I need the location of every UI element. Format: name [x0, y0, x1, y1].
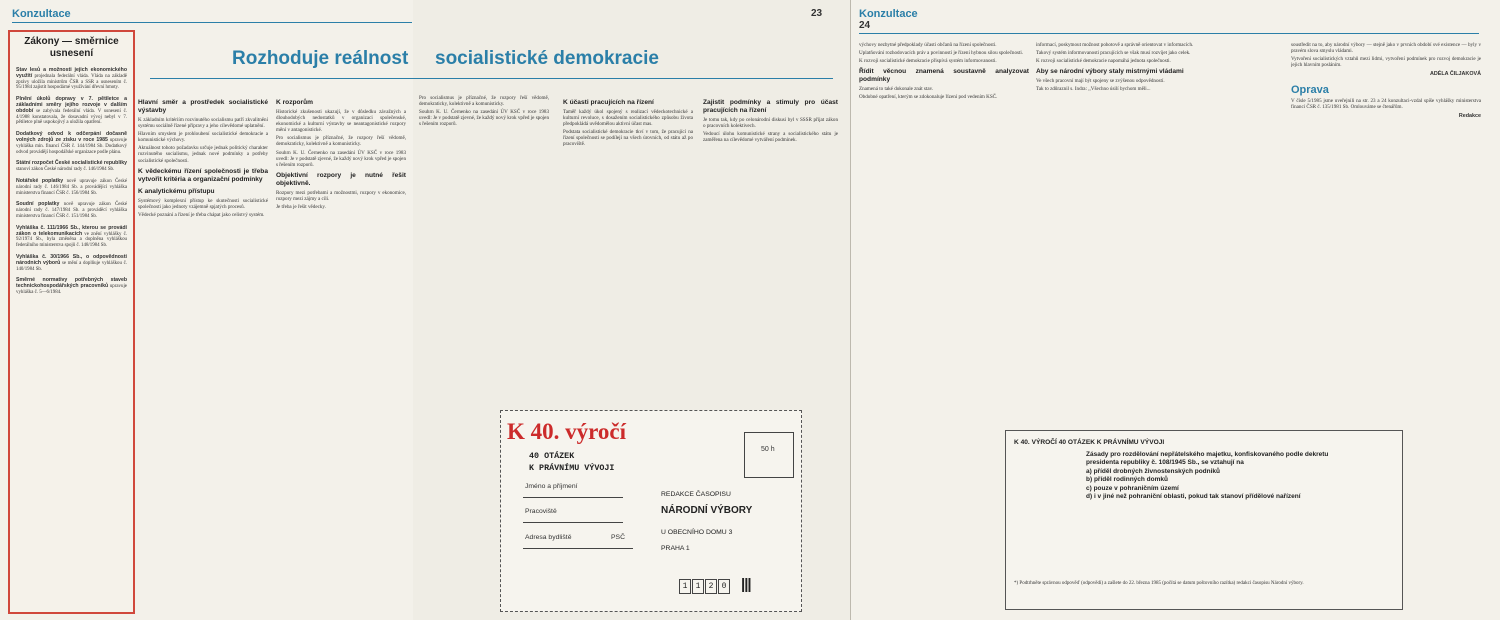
rc1-para: K rozvoji socialistické demokracie přispívá systém informovanosti.: [859, 58, 997, 65]
sidebar-item: Státní rozpočet České socialistické republiky stanoví zákon České národní rady č. 146/1984 Sb.: [16, 160, 127, 173]
survey-footnote: *) Podtrhněte správnou odpověď (odpovědi) a zašlete do 22. března 1985 (počítá se datum poštovního razítka) redakci časopisu Národní výbory.: [1014, 581, 1304, 586]
rc2-subheading: Aby se národní výbory staly mistrnými vládami: [1036, 68, 1184, 76]
rc2-para: informací, poskytnout možnost pohotově a správně orientovat v informacích.: [1036, 42, 1194, 48]
right-column-1: [859, 42, 1029, 602]
anniversary-logo: K 40. výročí: [507, 419, 627, 444]
col1-para: Vědecké poznání a řízení je třeba chápat jako celistvý systém.: [138, 211, 265, 218]
stamp-value: 50 h: [761, 446, 775, 453]
survey-option[interactable]: c) pouze v pohraničním území: [1086, 484, 1179, 492]
col1-subheading3: K analytickému přístupu: [138, 187, 215, 195]
col2-subheading: K rozporům: [276, 99, 313, 106]
field-address-label: Adresa bydliště: [525, 534, 572, 541]
left-section-header: Konzultace: [12, 8, 71, 20]
rc2-para: Takový systém informovanosti pracujících se však musí rozvíjet jako celek.: [1036, 50, 1191, 57]
field-work-line[interactable]: [523, 522, 623, 523]
rc2-para: Ve všech pracovní mají být spojeny se zvýšenou odpovědností.: [1036, 78, 1165, 85]
reply-coupon[interactable]: [500, 410, 802, 612]
col2-para: Pro socialismus je příznačné, že rozpory řeší vědomě, demokraticky, kolektivně a komunisticky.: [276, 135, 406, 148]
rc1-para: Znamená to také dokonale znát stav.: [859, 86, 934, 93]
correction-text: V čísle 5/1985 jsme uveřejnili na str. 23 a 24 konzultaci-vzdal spíše vyhlášky ministerstva financí ČSR č. 135/1981 Sb. Omlouváme se čtenářům.: [1291, 97, 1481, 110]
col1-para: Systémový komplexní přístup ke skutečnosti socialistické společnosti jako jednoty vzájemně spjatých procesů.: [138, 197, 268, 210]
col2-para: Rozpory mezi potřebami a možnostmi, rozpory v ekonomice, rozpory mezi zájmy a cíli.: [276, 189, 406, 202]
col5-para: Vedoucí úlohu komunistické strany a socialistického státu je zaměřena na cílevědomé vytváření podmínek.: [703, 131, 838, 144]
sidebar-item: Vyhláška č. 30/1966 Sb., o odpovědnosti národních výborů se mění a doplňuje vyhláškou č. 140/1984 Sb.: [16, 253, 128, 272]
col4-para: Taměř každý úkol spojený s realizací vědeckotechnické a kulturní revoluce, s dosažením socialistického způsobu života předpokládá uvědomělou aktivní účast mas.: [563, 109, 693, 128]
col2-subheading2: Objektivní rozpory je nutné řešit objektivně.: [276, 171, 406, 187]
right-section-header: Konzultace: [859, 8, 918, 20]
zip-digit: 2: [705, 579, 717, 594]
rc3-para: Vytvoření socialistických vztahů mezi lidmi, vytvoření podmínek pro rozvoj demokracie je jejich hlavním posláním.: [1291, 56, 1481, 69]
col5-subheading: Zajistit podmínky a stimuly pro účast pracujících na řízení: [703, 99, 838, 114]
col2-para: Je třeba je řešit vědecky.: [276, 204, 326, 211]
left-header-rule: [12, 22, 412, 23]
col4-para: Podstata socialistické demokracie tkví v tom, že pracující na řízení společnosti se podílejí na všech úrovních, od státu až po pracoviště.: [563, 129, 693, 148]
col2-para: Historické zkušenosti ukazují, že v důsledku závažných a dlouhodobých nedostatků v organizaci společenské, ekonomické a kulturní výstavby se neantagonistické rozpory mění v antagonistické.: [276, 109, 406, 134]
rc1-para: výchovy nezbytné předpoklady účasti občanů na řízení společnosti.: [859, 42, 997, 48]
survey-body: [1086, 451, 1346, 501]
sidebar-item: Plnění úkolů dopravy v 7. pětiletce a základními směry jejího rozvoje v dalším období se zabývala federální vláda. V usnesení č. 4/1988 konstatovala, že dosavadní vývoj nebyl v 7. pětiletce plně uspokojivý a uložila opatření.: [16, 96, 127, 126]
col5-para: Je tomu tak, kdy po celonárodní diskusi byl v SSSR přijat zákon o pracovních kolektivech.: [703, 117, 838, 130]
rc1-para: Uplatňování rozhodovacích práv a povinností je řízení hybnou silou společnosti.: [859, 50, 1024, 57]
field-name-label: Jméno a příjmení: [525, 483, 578, 490]
page-number-24: 24: [859, 20, 871, 31]
col3-para: Souhrn K. U. Černenko na zasedání ÚV KSČ v roce 1983 uvedl: Je v podstatě zjevné, že každý nový krok vpřed je spojen s řešením rozporů.: [419, 109, 549, 128]
survey-box[interactable]: [1005, 430, 1403, 610]
col1-para: K základním kritériím rozvinutého socialismu patří zkvalitnění systému sociálně řízené přípravy a jeho cílevědomé uplatnění.: [138, 117, 268, 130]
left-page: [0, 0, 435, 620]
laws-sidebar: [8, 30, 135, 614]
sidebar-item: Notářské poplatky nově upravuje zákon České národní rady č. 146/1984 Sb. a provádějící vyhláška ministerstva financí ČSR č. 156/1984 Sb.: [16, 177, 127, 196]
correction-title: Oprava: [1291, 84, 1329, 97]
magazine-name: NÁRODNÍ VÝBORY: [661, 505, 753, 516]
rc1-para: Obdobné opatření, kterým se zdokonaluje řízení pod vedením KSČ.: [859, 94, 998, 101]
sidebar-title: Zákony — směrnice usnesení: [24, 36, 119, 59]
col1-subheading2: K vědeckému řízení společnosti je třeba vytvořit kritéria a organizační podmínky: [138, 167, 268, 183]
col2-para: Souhrn K. U. Černenko na zasedání ÚV KSČ v roce 1983 uvedl: Je v podstatě zjevné, že každý nový krok vpřed je spojen s řešením rozporů.: [276, 149, 406, 168]
sidebar-item: Dodatkový odvod k odčerpání dočasně volných zdrojů ze zisku v roce 1985 upravuje vyhláška min. financí ČSR č. 144/1984 Sb. Dodatkový odvod provádějí hospodářské organizace podle plánu.: [16, 131, 127, 155]
col1-para: Aktuálnost tohoto požadavku určuje jednak politický charakter rozvinutého socialismu, jednak nové podmínky a potřeby socialistické společnosti.: [138, 145, 268, 164]
barcode-marks: |||: [741, 576, 751, 593]
title-rule: [150, 78, 430, 79]
rc1-subheading: Řídit věcnou znamená soustavně analyzovat podmínky: [859, 68, 1029, 84]
field-name-line[interactable]: [523, 497, 623, 498]
rc3-para: soustředit na to, aby národní výbory — stejně jako v prvních období své existence — byly v pravém slova smyslu vládami.: [1291, 42, 1481, 55]
page-number-23: 23: [811, 8, 823, 19]
article-title-part1: Rozhoduje reálnost: [232, 48, 409, 69]
col1-subheading: Hlavní směr a prostředek socialistické výstavby: [138, 99, 268, 114]
street: U OBECNÍHO DOMU 3: [661, 529, 733, 536]
sidebar-item: Směrné normativy potřebných staveb technickohospodářských pracovníků upravuje vyhláška č. 5—6/1984.: [16, 277, 127, 295]
coupon-line1: 40 OTÁZEK: [529, 451, 575, 461]
title-rule-2: [413, 78, 833, 79]
col4-subheading: K účasti pracujících na řízení: [563, 99, 654, 106]
article-column-2: [276, 95, 406, 610]
right-column-3: [1291, 42, 1481, 412]
survey-option[interactable]: d) i v jiné než pohraniční oblasti, pokud tak stanoví přídělové nařízení: [1086, 493, 1301, 501]
rc2-para: K rozvoji socialistické demokracie napomáhá jednota společnosti.: [1036, 58, 1171, 65]
article-column-4: [563, 95, 693, 395]
right-column-2: [1036, 42, 1206, 412]
rc2-para: Tak to zdůraznil s. Indra: ,,Všechno úsilí bychom měli...: [1036, 86, 1151, 93]
coupon-line2: K PRÁVNÍMU VÝVOJI: [529, 463, 615, 473]
field-zip-label: PSČ: [611, 534, 625, 541]
sidebar-item: Soudní poplatky nově upravuje zákon České národní rady č. 147/1984 Sb. a prováděcí vyhláška ministerstva financí ČSR č. 151/1984 Sb.: [16, 201, 127, 219]
field-address-line[interactable]: [523, 548, 633, 549]
author-signature: ADÉLA ČILJAKOVÁ: [1429, 71, 1481, 78]
article-title-part2: socialistické demokracie: [435, 48, 659, 69]
col1-para: Hlavním smyslem je prohloubení socialistické demokracie a komunistické výchovy.: [138, 131, 268, 144]
survey-option[interactable]: a) příděl drobných živnostenských podniků: [1086, 467, 1220, 475]
city: PRAHA 1: [661, 545, 690, 552]
article-column-1: [138, 95, 268, 610]
editorial-signature: Redakce: [1458, 112, 1481, 119]
right-header-rule: [859, 33, 1479, 34]
zip-digit: 1: [692, 579, 704, 594]
article-column-5: [703, 95, 838, 395]
sidebar-item: Stav lesů a možnosti jejich ekonomického využití projednala federální vláda. Vláda na základě zprávy uložila ministrům ČSR a SSR a usnesením č. 95/1984 zajistit hospodárné využívání dřevní hmoty.: [16, 67, 127, 91]
col3-para: Pro socialismus je příznačné, že rozpory řeší vědomě, demokraticky, kolektivně a komunisticky.: [419, 95, 549, 108]
field-work-label: Pracoviště: [525, 508, 557, 515]
sidebar-item: Vyhláška č. 111/1966 Sb., kterou se provádí zákon o telekomunikacích ve znění vyhlášky č. 92/1974 Sb., byla změněna a doplněna vyhláškou federálního ministerstva spojů č. 148/1984 Sb.: [16, 224, 127, 249]
survey-intro: Zásady pro rozdělování nepřátelského majetku, konfiskovaného podle dekretu presidenta republiky č. 108/1945 Sb., se vztahují na: [1086, 451, 1329, 467]
zip-digit: 1: [679, 579, 691, 594]
recipient: REDAKCE ČASOPISU: [661, 491, 731, 498]
stamp-box: [744, 432, 794, 478]
zip-digit: 0: [718, 579, 730, 594]
survey-option[interactable]: b) příděl rodinných domků: [1086, 476, 1168, 484]
survey-title: K 40. VÝROČÍ 40 OTÁZEK K PRÁVNÍMU VÝVOJI: [1014, 439, 1165, 446]
